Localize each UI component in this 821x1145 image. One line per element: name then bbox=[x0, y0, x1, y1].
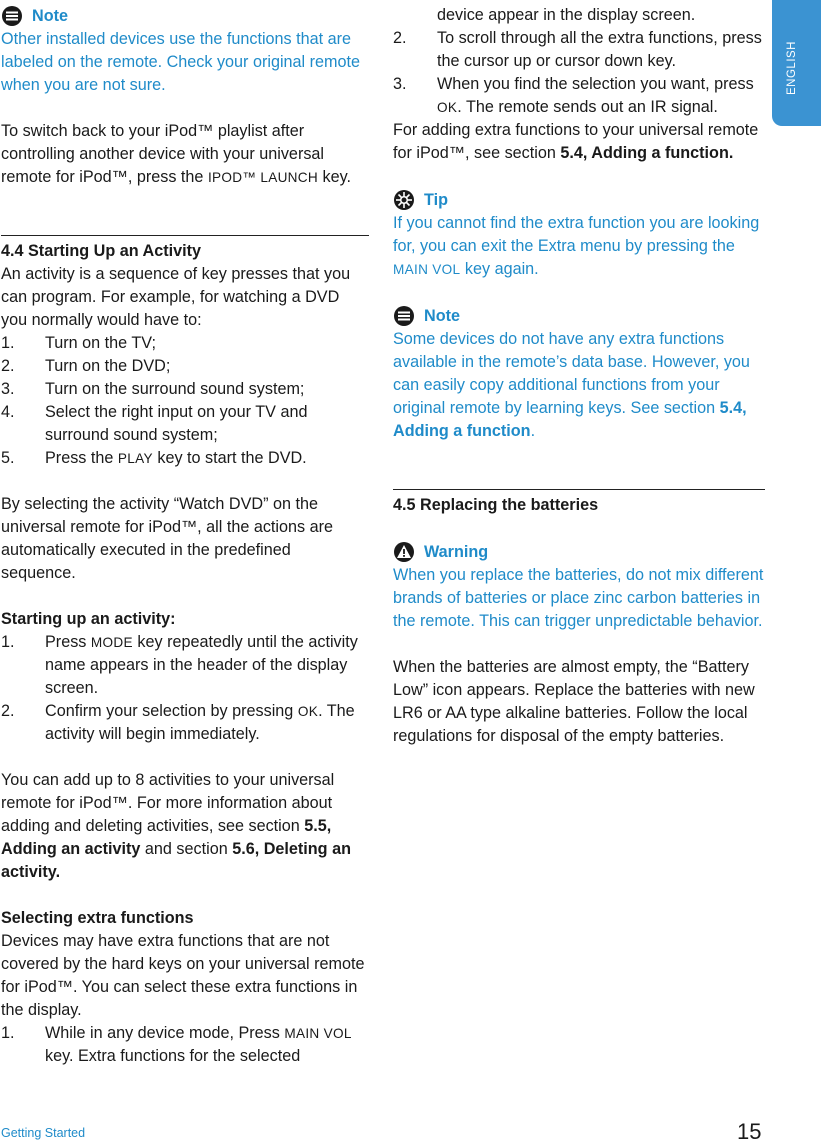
extra-steps-continued bbox=[393, 4, 765, 27]
section-reference: 5.4, Adding a function. bbox=[560, 144, 734, 162]
key-name: MODE bbox=[90, 635, 133, 650]
key-name: OK bbox=[297, 704, 319, 719]
tip-heading bbox=[393, 188, 765, 212]
list-item: 1. While in any device mode, Press MAIN VOL key. Extra functions for the selected bbox=[1, 1024, 352, 1065]
list-item: 1. Turn on the TV; bbox=[1, 334, 156, 352]
key-name: IPOD™ LAUNCH bbox=[207, 170, 319, 185]
note-icon bbox=[1, 5, 23, 27]
list-item: 1. Press MODE key repeatedly until the activity name appears in the header of the display screen. bbox=[1, 633, 358, 697]
activity-steps-list bbox=[1, 332, 369, 447]
tip-icon bbox=[393, 189, 415, 211]
list-item: 2. Turn on the DVD; bbox=[1, 357, 171, 375]
starting-heading: Starting up an activity: bbox=[1, 610, 176, 628]
note-title: Note bbox=[32, 6, 68, 25]
section-reference: 5.4, Adding a function bbox=[393, 399, 747, 440]
battery-paragraph: When the batteries are almost empty, the “Battery Low” icon appears. Replace the batteries with new LR6 or AA type alkaline batteries. Follow the local regulations for disposal of the empty batteries. bbox=[393, 658, 755, 745]
right-column bbox=[393, 4, 765, 748]
note-text: Other installed devices use the functions that are labeled on the remote. Check your original remote when you are not sure. bbox=[1, 30, 361, 94]
page-number: 15 bbox=[737, 1119, 762, 1144]
section-reference: 5.6, Deleting an activity. bbox=[1, 840, 351, 881]
extra-functions-heading: Selecting extra functions bbox=[1, 909, 194, 927]
left-column bbox=[1, 4, 369, 1068]
note-heading bbox=[1, 4, 369, 28]
note-text: Some devices do not have any extra functions available in the remote’s data base. However, you can easily copy additional functions from your original remote by learning keys. See section 5.4, Adding a function. bbox=[393, 330, 750, 440]
switch-back-paragraph: To switch back to your iPod™ playlist after controlling another device with your universal remote for iPod™, press the IPOD™ LAUNCH key. bbox=[1, 122, 352, 186]
key-name: PLAY bbox=[117, 451, 153, 466]
language-tab-label: ENGLISH bbox=[786, 41, 798, 95]
tip-text: If you cannot find the extra function you are looking for, you can exit the Extra menu by pressing the MAIN VOL key again. bbox=[393, 214, 760, 278]
section-heading-4-4: 4.4 Starting Up an Activity bbox=[1, 242, 201, 260]
extra-functions-intro: Devices may have extra functions that are not covered by the hard keys on your universal remote for iPod™. You can select these extra functions in the display. bbox=[1, 932, 365, 1019]
key-name: OK bbox=[437, 100, 458, 115]
extra-steps-list-2 bbox=[393, 27, 765, 73]
list-item: 3. Turn on the surround sound system; bbox=[1, 380, 305, 398]
note-title: Note bbox=[424, 306, 460, 325]
tip-title: Tip bbox=[424, 190, 448, 209]
add-activities-paragraph: You can add up to 8 activities to your universal remote for iPod™. For more information about adding and deleting activities, see section 5.5, Adding an activity and section 5.6, Deleting an activity. bbox=[1, 771, 351, 881]
note-heading bbox=[393, 304, 765, 328]
warning-icon bbox=[393, 541, 415, 563]
footer-section-label: Getting Started bbox=[1, 1126, 86, 1140]
section-divider bbox=[393, 489, 765, 490]
activity-intro: An activity is a sequence of key presses that you can program. For example, for watching a DVD you normally would have to: bbox=[1, 265, 351, 329]
list-item: device appear in the display screen. bbox=[437, 6, 696, 24]
language-tab bbox=[772, 0, 821, 126]
list-item: 4. Select the right input on your TV and surround sound system; bbox=[1, 403, 308, 444]
section-heading-4-5: 4.5 Replacing the batteries bbox=[393, 496, 599, 514]
list-item: 5. Press the PLAY key to start the DVD. bbox=[1, 449, 307, 467]
selecting-paragraph: By selecting the activity “Watch DVD” on the universal remote for iPod™, all the actions are automatically executed in the predefined sequence. bbox=[1, 495, 334, 582]
note-icon bbox=[393, 305, 415, 327]
key-name: MAIN VOL bbox=[284, 1026, 352, 1041]
list-item: 2. Confirm your selection by pressing OK. The activity will begin immediately. bbox=[1, 702, 355, 743]
warning-title: Warning bbox=[424, 542, 489, 561]
warning-text: When you replace the batteries, do not mix different brands of batteries or place zinc carbon batteries in the remote. This can trigger unpredictable behavior. bbox=[393, 566, 764, 630]
extra-steps-list bbox=[1, 1022, 369, 1068]
adding-function-paragraph: For adding extra functions to your universal remote for iPod™, see section 5.4, Adding a function. bbox=[393, 121, 759, 162]
list-item: 2. To scroll through all the extra functions, press the cursor up or cursor down key. bbox=[393, 29, 762, 70]
starting-steps-list bbox=[1, 631, 369, 746]
warning-heading bbox=[393, 540, 765, 564]
section-reference: 5.5, Adding an activity bbox=[1, 817, 332, 858]
list-item: 3. When you find the selection you want, press OK. The remote sends out an IR signal. bbox=[393, 75, 754, 116]
key-name: MAIN VOL bbox=[393, 262, 461, 277]
section-divider bbox=[1, 235, 369, 236]
